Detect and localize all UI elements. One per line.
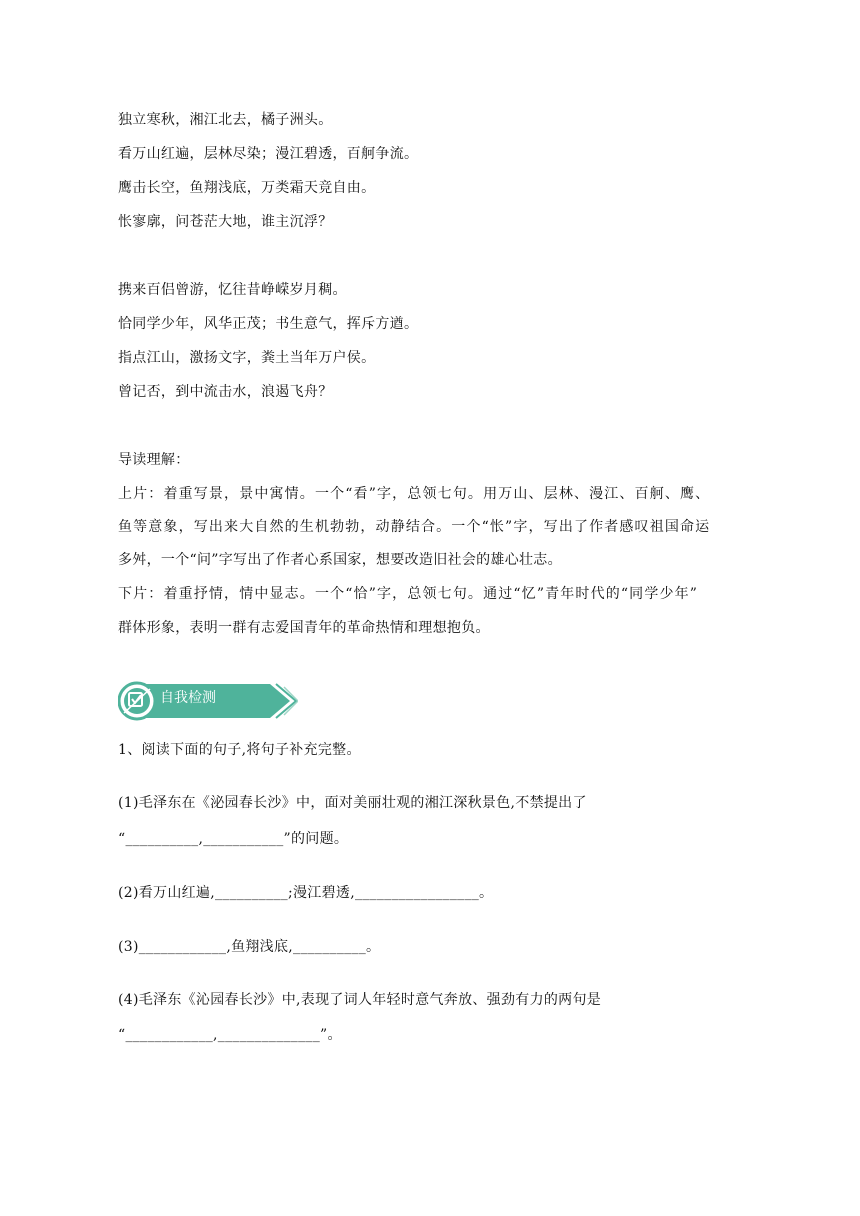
poem-line: 指点江山，激扬文字，粪土当年万户侯。 bbox=[118, 350, 376, 366]
guide-paragraph-line: 多舛，一个“问”字写出了作者心系国家，想要改造旧社会的雄心壮志。 bbox=[118, 552, 562, 568]
section-title: 自我检测 bbox=[160, 690, 216, 706]
question-2: (2)看万山红遍,__________;漫江碧透,_________________。 bbox=[118, 885, 494, 901]
section-banner bbox=[118, 681, 298, 721]
guide-paragraph-line: 上片：着重写景，景中寓情。一个“看”字，总领七句。用万山、层林、漫江、百舸、鹰、 bbox=[118, 486, 711, 502]
poem-line: 恰同学少年，风华正茂；书生意气，挥斥方遒。 bbox=[118, 316, 419, 332]
poem-line: 独立寒秋，湘江北去，橘子洲头。 bbox=[118, 112, 333, 128]
question-1-text: (1)毛泽东在《泌园春长沙》中，面对美丽壮观的湘江深秋景色,不禁提出了 bbox=[118, 795, 587, 811]
question-4-blank: “____________,______________”。 bbox=[118, 1027, 342, 1043]
poem-line: 怅寥廓，问苍茫大地，谁主沉浮？ bbox=[118, 214, 333, 230]
question-3: (3)____________,鱼翔浅底,__________。 bbox=[118, 939, 381, 955]
poem-line: 携来百侣曾游，忆往昔峥嵘岁月稠。 bbox=[118, 282, 347, 298]
question-4-text: (4)毛泽东《沁园春长沙》中,表现了词人年轻时意气奔放、强劲有力的两句是 bbox=[118, 992, 602, 1008]
poem-line: 鹰击长空，鱼翔浅底，万类霜天竞自由。 bbox=[118, 180, 376, 196]
question-1-blank: “__________,___________”的问题。 bbox=[118, 831, 349, 847]
guide-heading: 导读理解： bbox=[118, 452, 190, 468]
guide-paragraph-line: 群体形象，表明一群有志爱国青年的革命热情和理想抱负。 bbox=[118, 620, 490, 636]
exercise-intro: 1、阅读下面的句子,将句子补充完整。 bbox=[118, 742, 361, 758]
poem-line: 曾记否，到中流击水，浪遏飞舟？ bbox=[118, 384, 333, 400]
poem-line: 看万山红遍，层林尽染；漫江碧透，百舸争流。 bbox=[118, 146, 419, 162]
guide-paragraph-line: 鱼等意象，写出来大自然的生机勃勃，动静结合。一个“怅”字，写出了作者感叹祖国命运 bbox=[118, 519, 711, 535]
guide-paragraph-line: 下片：着重抒情，情中显志。一个“恰”字，总领七句。通过“忆”青年时代的“同学少年” bbox=[118, 586, 699, 602]
